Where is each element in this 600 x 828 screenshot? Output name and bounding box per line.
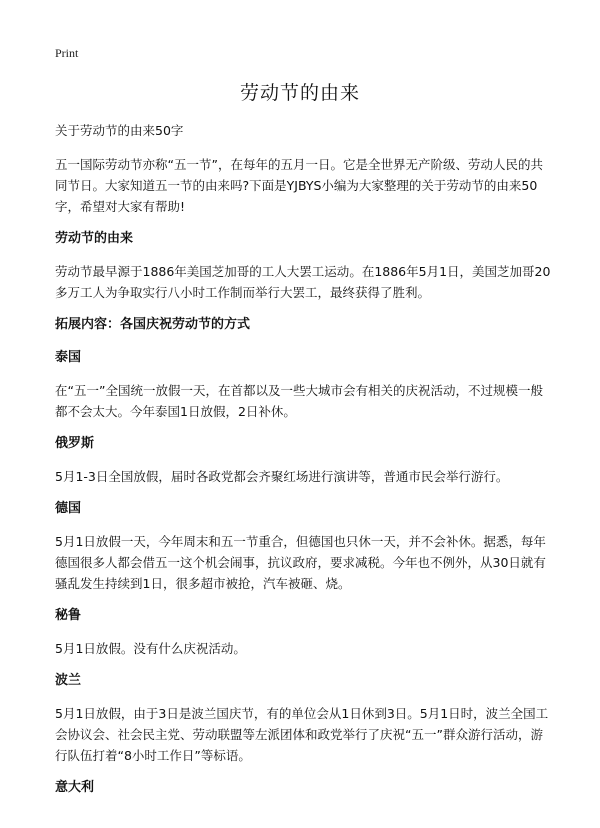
section-body: 在“五一”全国统一放假一天，在首都以及一些大城市会有相关的庆祝活动，不过规模一般都不会太大。今年泰国1日放假，2日补休。 xyxy=(55,383,543,419)
section-body: 5月1日放假。没有什么庆祝活动。 xyxy=(55,641,246,656)
section-extension xyxy=(55,314,555,335)
section-body: 劳动节最早源于1886年美国芝加哥的工人大罢工运动。在1886年5月1日，美国芝加哥20多万工人为争取实行八小时工作制而举行大罢工，最终获得了胜利。 xyxy=(55,264,551,300)
section-thailand xyxy=(55,347,555,422)
section-heading: 波兰 xyxy=(55,673,82,688)
section-heading: 俄罗斯 xyxy=(55,436,95,451)
section-origin xyxy=(55,228,555,303)
section-heading: 秘鲁 xyxy=(55,608,82,623)
section-heading: 泰国 xyxy=(55,350,82,365)
section-italy xyxy=(55,777,555,798)
section-heading: 劳动节的由来 xyxy=(55,231,134,246)
page-title: 劳动节的由来 xyxy=(239,82,360,104)
section-body: 5月1-3日全国放假，届时各政党都会齐聚红场进行演讲等，普通市民会举行游行。 xyxy=(55,469,509,484)
section-russia xyxy=(55,433,555,487)
section-germany xyxy=(55,498,555,594)
article-body xyxy=(55,120,555,810)
print-link[interactable]: Print xyxy=(55,46,79,60)
section-body: 5月1日放假一天，今年周末和五一节重合，但德国也只休一天，并不会补休。据悉，每年德国很多人都会借五一这个机会闹事，抗议政府，要求减税。今年也不例外，从30日就有骚乱发生持续到1日，很多超市被抢，汽车被砸、烧。 xyxy=(55,534,546,591)
section-peru xyxy=(55,605,555,659)
section-poland xyxy=(55,670,555,766)
section-heading: 意大利 xyxy=(55,780,95,795)
section-heading: 拓展内容：各国庆祝劳动节的方式 xyxy=(55,317,251,332)
article-intro: 五一国际劳动节亦称“五一节”，在每年的五月一日。它是全世界无产阶级、劳动人民的共同节日。大家知道五一节的由来吗?下面是YJBYS小编为大家整理的关于劳动节的由来50字，希望对大家有帮助! xyxy=(55,157,543,214)
section-body: 5月1日放假，由于3日是波兰国庆节，有的单位会从1日休到3日。5月1日时，波兰全国工会协议会、社会民主党、劳动联盟等左派团体和政党举行了庆祝“五一”群众游行活动，游行队伍打着“8小时工作日”等标语。 xyxy=(55,706,549,763)
article-subtitle: 关于劳动节的由来50字 xyxy=(55,123,184,138)
section-heading: 德国 xyxy=(55,501,82,516)
